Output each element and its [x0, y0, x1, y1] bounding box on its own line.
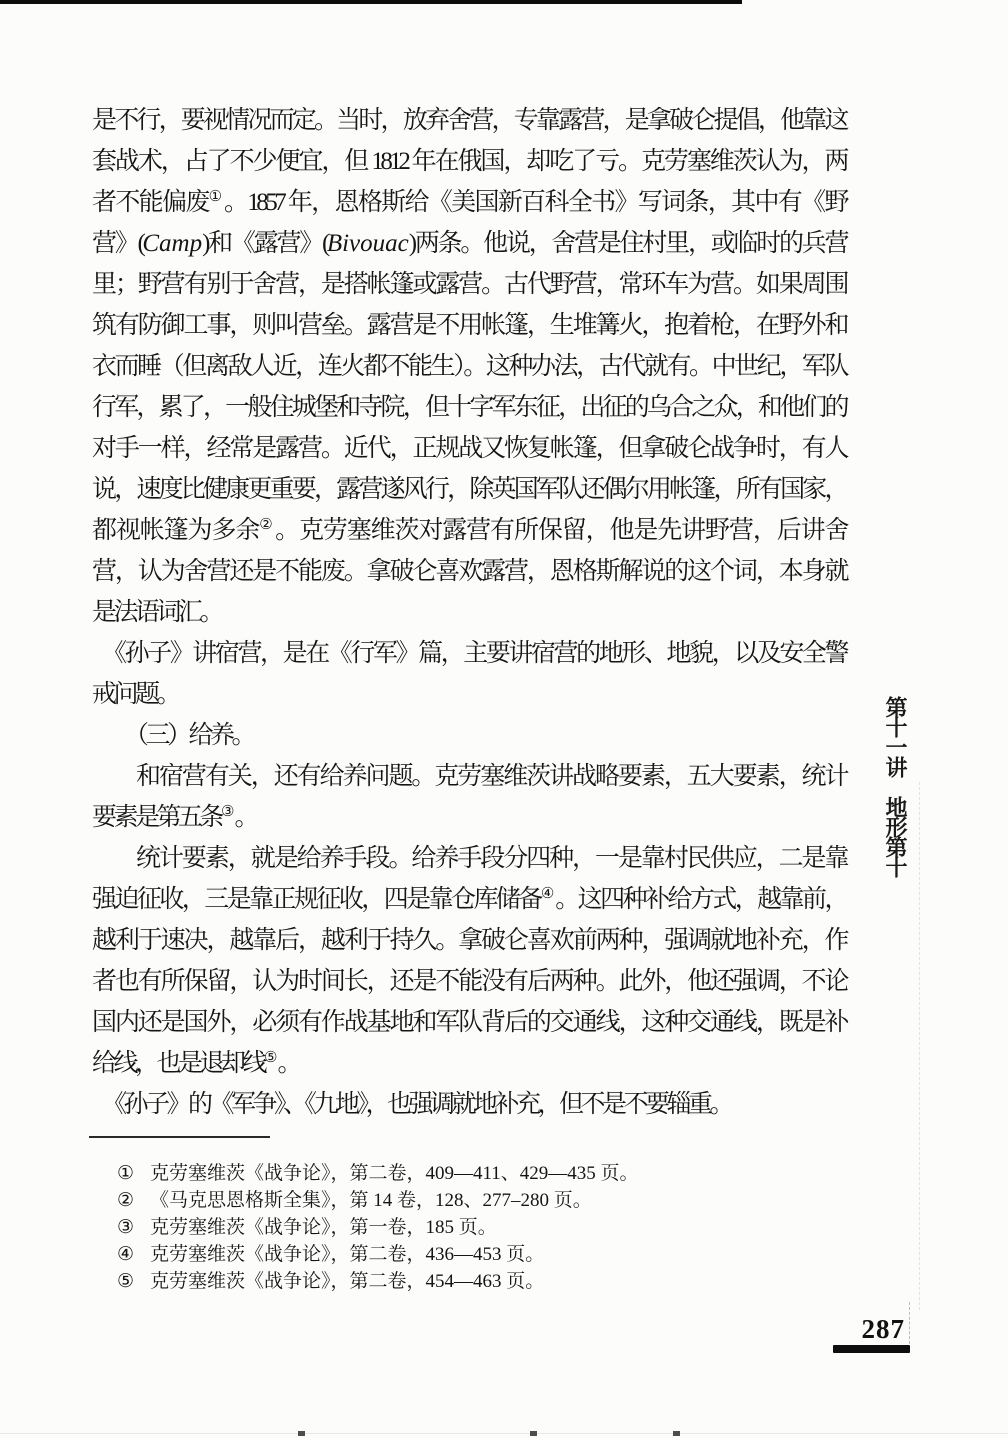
- text-run: 是不行，要视情况而定。当时，放弃舍营，专靠露营，是拿破仑提倡，他靠这: [92, 107, 846, 134]
- text-run: 是法语词汇。: [92, 599, 222, 626]
- text-line: [92, 838, 846, 879]
- scan-noise-dotted-line: [909, 1302, 910, 1344]
- text-line: [92, 182, 846, 223]
- text-run: 对手一样，经常是露营。近代，正规战又恢复帐篷，但拿破仑战争时，有人: [92, 435, 846, 462]
- footnote-row: [117, 1241, 857, 1268]
- text-line: [92, 264, 846, 305]
- text-line: [92, 100, 846, 141]
- text-run: 里；野营有别于舍营，是搭帐篷或露营。古代野营，常环车为营。如果周围: [92, 271, 846, 298]
- text-line: [92, 797, 846, 838]
- footnote-row: [117, 1214, 857, 1241]
- footnote-reference: ①: [208, 189, 224, 205]
- text-run: 都视帐篷为多余: [92, 517, 260, 544]
- text-line: [92, 715, 846, 756]
- text-run: 。: [277, 1050, 299, 1077]
- footnote-reference: ④: [540, 886, 556, 902]
- scan-noise-dotted-line: [919, 782, 920, 1310]
- footnote-text: 克劳塞维茨《战争论》，第二卷，454—463 页。: [150, 1271, 545, 1292]
- scan-tick: [530, 1431, 537, 1436]
- text-run: 戒问题。: [92, 681, 179, 708]
- text-run: )两条。他说，舍营是住村里，或临时的兵营: [408, 230, 847, 257]
- footnote-reference: ③: [221, 804, 235, 820]
- text-line: [92, 428, 846, 469]
- text-line: [92, 223, 846, 264]
- text-run: 者不能偏废: [92, 189, 209, 216]
- footnote-row: [117, 1160, 857, 1187]
- text-line: [92, 141, 846, 182]
- text-run: 衣而睡（但离敌人近，连火都不能生）。这种办法，古代就有。中世纪，军队: [92, 353, 846, 380]
- footnote-row: [117, 1187, 857, 1214]
- page-number-bar: [833, 1345, 910, 1353]
- text-run: 越利于速决，越靠后，越利于持久。拿破仑喜欢前两种，强调就地补充，作: [92, 927, 846, 954]
- text-line: [92, 592, 846, 633]
- text-line: [92, 756, 846, 797]
- footnote-reference: ⑤: [264, 1050, 278, 1066]
- latin-italic-term: Camp: [142, 230, 203, 257]
- chapter-running-head: 第十一讲 地形第十: [883, 696, 908, 876]
- text-line: [92, 879, 846, 920]
- text-run: 。这四种补给方式，越靠前，: [555, 886, 846, 913]
- footnote-row: [117, 1268, 857, 1295]
- scan-edge-artifact-top: [0, 0, 742, 4]
- text-run: 。1857 年，恩格斯给《美国新百科全书》写词条，其中有《野: [223, 189, 846, 216]
- text-run: 要素是第五条: [92, 804, 222, 831]
- text-run: 筑有防御工事，则叫营垒。露营是不用帐篷，生堆篝火，抱着枪，在野外和: [92, 312, 846, 339]
- footnote-marker: ②: [117, 1190, 135, 1211]
- text-run: 说，速度比健康更重要，露营遂风行，除英国军队还偶尔用帐篷，所有国家，: [92, 476, 846, 503]
- footnote-marker: ③: [117, 1217, 135, 1238]
- footnote-text: 《马克思恩格斯全集》，第 14 卷，128、277–280 页。: [150, 1190, 592, 1211]
- text-run: 营》(: [92, 230, 143, 257]
- text-line: [92, 1002, 846, 1043]
- footnote-divider: [89, 1136, 270, 1138]
- text-line: [92, 551, 846, 592]
- text-line: [92, 305, 846, 346]
- text-line: [92, 510, 846, 551]
- text-run: （三）给养。: [124, 722, 254, 749]
- scan-edge-artifact-bottom: [0, 1433, 1008, 1434]
- text-line: [92, 1043, 846, 1084]
- latin-italic-term: Bivouac: [326, 230, 409, 257]
- footnote-reference: ②: [259, 517, 276, 533]
- body-text: [92, 100, 846, 1125]
- footnote-text: 克劳塞维茨《战争论》，第二卷，436—453 页。: [150, 1244, 545, 1265]
- text-line: [92, 633, 846, 674]
- text-line: [92, 469, 846, 510]
- text-run: 《孙子》的《军争》、《九地》，也强调就地补充，但不是不要辎重。: [102, 1091, 732, 1118]
- text-run: 者也有所保留，认为时间长，还是不能没有后两种。此外，他还强调，不论: [92, 968, 846, 995]
- scan-tick: [298, 1431, 305, 1436]
- text-line: [92, 674, 846, 715]
- text-run: 营，认为舍营还是不能废。拿破仑喜欢露营，恩格斯解说的这个词，本身就: [92, 558, 846, 585]
- footnotes: [117, 1160, 857, 1295]
- text-run: 《孙子》讲宿营，是在《行军》篇，主要讲宿营的地形、地貌，以及安全警: [102, 640, 846, 667]
- footnote-marker: ①: [117, 1163, 135, 1184]
- text-run: 统计要素，就是给养手段。给养手段分四种，一是靠村民供应，二是靠: [136, 845, 846, 872]
- footnote-marker: ⑤: [117, 1271, 135, 1292]
- scan-tick: [673, 1431, 680, 1436]
- page-number: 287: [861, 1314, 905, 1344]
- text-run: 国内还是国外，必须有作战基地和军队背后的交通线，这种交通线，既是补: [92, 1009, 846, 1036]
- footnote-marker: ④: [117, 1244, 135, 1265]
- text-run: 。克劳塞维茨对露营有所保留，他是先讲野营，后讲舍: [275, 517, 846, 544]
- footnote-text: 克劳塞维茨《战争论》，第二卷，409—411、429—435 页。: [150, 1163, 639, 1184]
- text-run: 行军，累了，一般住城堡和寺院，但十字军东征，出征的乌合之众，和他们的: [92, 394, 846, 421]
- text-line: [92, 920, 846, 961]
- text-line: [92, 346, 846, 387]
- text-run: 给线，也是退却线: [92, 1050, 265, 1077]
- text-run: 。: [234, 804, 256, 831]
- text-run: 和宿营有关，还有给养问题。克劳塞维茨讲战略要素，五大要素，统计: [136, 763, 846, 790]
- text-line: [92, 1084, 846, 1125]
- text-run: 强迫征收，三是靠正规征收，四是靠仓库储备: [92, 886, 541, 913]
- footnote-text: 克劳塞维茨《战争论》，第一卷，185 页。: [150, 1217, 497, 1238]
- text-run: 套战术，占了不少便宜，但 1812 年在俄国，却吃了亏。克劳塞维茨认为，两: [92, 148, 846, 175]
- text-run: )和《露营》(: [202, 230, 327, 257]
- text-line: [92, 387, 846, 428]
- text-line: [92, 961, 846, 1002]
